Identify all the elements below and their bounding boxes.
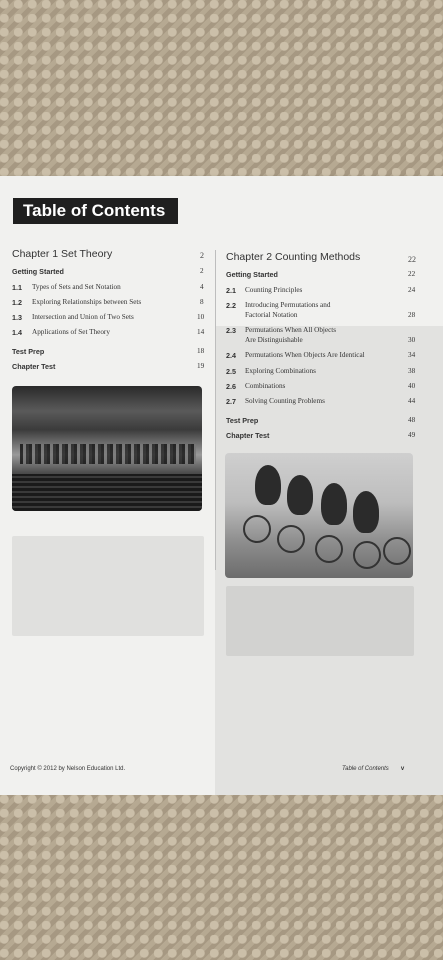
toc-row-page: 38 <box>408 367 416 375</box>
toc-row-number: 2.6 <box>226 382 236 391</box>
bicycle-wheel <box>315 535 343 563</box>
toc-row-label: Applications of Set Theory <box>32 328 110 336</box>
toc-row-number: 2.1 <box>226 286 236 295</box>
toc-row-label: Test Prep <box>226 416 259 425</box>
toc-row-page: 49 <box>408 431 416 439</box>
toc-row-page: 30 <box>408 336 416 344</box>
chapter1-heading <box>12 248 207 260</box>
toc-row-number: 1.3 <box>12 313 22 322</box>
orchestra-photo <box>12 386 202 511</box>
toc-row-label: Exploring Combinations <box>245 367 316 375</box>
carpet-background-bottom <box>0 795 443 960</box>
toc-row-page: 4 <box>200 283 204 291</box>
column-divider <box>215 250 216 570</box>
book-page <box>0 176 443 796</box>
toc-row-page: 8 <box>200 298 204 306</box>
toc-row-label: Chapter Test <box>226 431 270 440</box>
toc-row-number: 2.5 <box>226 367 236 376</box>
toc-row-page: 44 <box>408 397 416 405</box>
carpet-background-top <box>0 0 443 178</box>
toc-row-label-line2: Are Distinguishable <box>245 336 303 344</box>
chapter2-title: Chapter 2 Counting Methods <box>226 251 361 263</box>
page-title: Table of Contents <box>13 198 178 224</box>
orchestra-stage <box>20 444 196 464</box>
toc-row-page: 40 <box>408 382 416 390</box>
toc-row-number: 2.2 <box>226 301 236 310</box>
toc-row-page: 19 <box>197 362 205 370</box>
toc-row-label: Chapter Test <box>12 362 56 371</box>
toc-row-page: 24 <box>408 286 416 294</box>
faded-text-block <box>226 586 414 656</box>
toc-row-number: 1.2 <box>12 298 22 307</box>
bicycle-wheel <box>277 525 305 553</box>
toc-row-label: Combinations <box>245 382 286 390</box>
toc-row-number: 1.1 <box>12 283 22 292</box>
chapter1-title: Chapter 1 Set Theory <box>12 248 113 260</box>
toc-row-page: 34 <box>408 351 416 359</box>
toc-row-label: Test Prep <box>12 347 45 356</box>
toc-row-label: Counting Principles <box>245 286 303 294</box>
cyclist-figure <box>353 491 379 533</box>
toc-row-page: 28 <box>408 311 416 319</box>
toc-row-label: Permutations When Objects Are Identical <box>245 351 365 359</box>
chapter1-page: 2 <box>200 251 204 260</box>
toc-row-label: Intersection and Union of Two Sets <box>32 313 134 321</box>
bicycle-wheel <box>383 537 411 565</box>
toc-row-label: Getting Started <box>226 270 278 279</box>
cyclist-figure <box>287 475 313 515</box>
bicycle-wheel <box>243 515 271 543</box>
cyclist-figure <box>255 465 281 505</box>
toc-row-number: 2.3 <box>226 326 236 335</box>
toc-row-label: Exploring Relationships between Sets <box>32 298 142 306</box>
toc-row-label-line2: Factorial Notation <box>245 311 298 319</box>
toc-row-label: Types of Sets and Set Notation <box>32 283 121 291</box>
footer-section-label: Table of Contents <box>342 766 389 772</box>
orchestra-seats <box>12 474 202 511</box>
bicycle-wheel <box>353 541 381 569</box>
chapter2-page: 22 <box>408 255 416 264</box>
toc-row-number: 2.7 <box>226 397 236 406</box>
toc-row-page: 2 <box>200 267 204 275</box>
chapter2-heading <box>226 251 416 263</box>
copyright-notice: Copyright © 2012 by Nelson Education Ltd. <box>10 766 126 772</box>
toc-row-label: Getting Started <box>12 267 64 276</box>
toc-row-number: 2.4 <box>226 351 236 360</box>
toc-row-label: Solving Counting Problems <box>245 397 325 405</box>
cyclist-figure <box>321 483 347 525</box>
toc-row-page: 18 <box>197 347 205 355</box>
toc-row-page: 14 <box>197 328 205 336</box>
toc-row-page: 10 <box>197 313 205 321</box>
faded-image <box>12 536 204 636</box>
toc-row-page: 22 <box>408 270 416 278</box>
footer-page-number: v <box>400 766 405 772</box>
footer-section <box>342 766 404 772</box>
toc-row-label: Introducing Permutations and <box>245 301 331 309</box>
cyclists-photo <box>225 453 413 578</box>
toc-row-label: Permutations When All Objects <box>245 326 337 334</box>
toc-row-page: 48 <box>408 416 416 424</box>
toc-row-number: 1.4 <box>12 328 22 337</box>
